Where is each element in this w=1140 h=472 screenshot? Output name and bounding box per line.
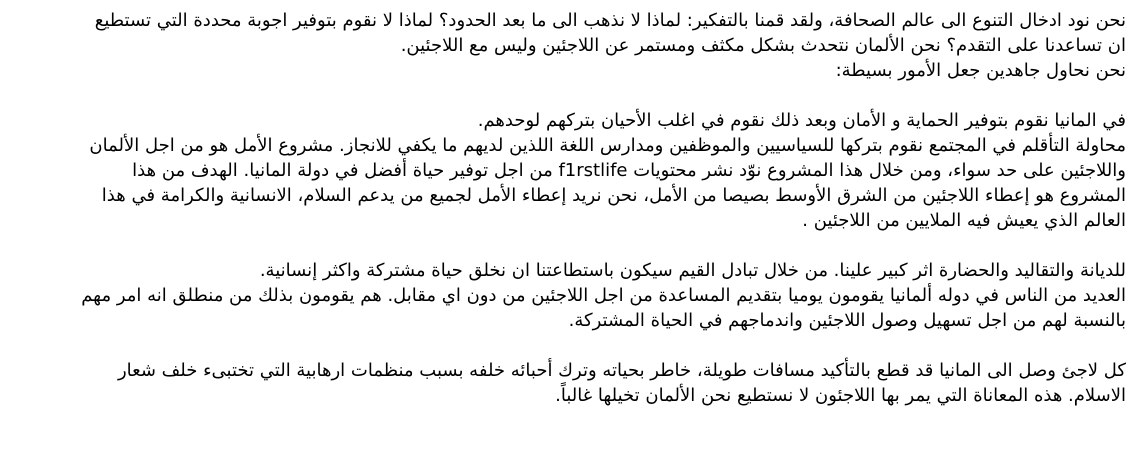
text-line: الاسلام. هذه المعاناة التي يمر بها اللاجئون لا نستطيع نحن الألمان تخيلها غالباً. (555, 385, 1126, 406)
paragraph-intro (14, 8, 1126, 83)
text-line-with-brand: واللاجئين على حد سواء، ومن خلال هذا المشروع نوّد نشر محتويات f1rstlife من اجل توفير حياة أفضل في دولة المانيا. الهدف من هذا (132, 160, 1126, 181)
text-line: المشروع هو إعطاء اللاجئين من الشرق الأوسط بصيصا من الأمل، نحن نريد إعطاء الأمل لجميع من يدعم السلام، الانسانية والكرامة في هذا (101, 185, 1126, 206)
text-line: في المانيا نقوم بتوفير الحماية و الأمان وبعد ذلك نقوم في اغلب الأحيان بتركهم لوحدهم. (477, 110, 1126, 131)
text-line: نحن نحاول جاهدين جعل الأمور بسيطة: (835, 60, 1126, 81)
text-line: محاولة التأقلم في المجتمع نقوم بتركها للسياسيين والموظفين ومدارس اللغة اللذين لديهم ما يكفي للانجاز. مشروع الأمل هو من اجل الألمان (89, 135, 1126, 156)
text-line: ان تساعدنا على التقدم؟ نحن الألمان نتحدث بشكل مكثف ومستمر عن اللاجئين وليس مع اللاجئين. (400, 35, 1126, 56)
paragraph-refugees (14, 358, 1126, 408)
text-line: بالنسبة لهم من اجل تسهيل وصول اللاجئين واندماجهم في الحياة المشتركة. (568, 310, 1126, 331)
document-body (14, 8, 1126, 433)
paragraph-values (14, 258, 1126, 333)
text-line: نحن نود ادخال التنوع الى عالم الصحافة، ولقد قمنا بالتفكير: لماذا لا نذهب الى ما بعد الحدود؟ لماذا لا نقوم بتوفير اجوبة محددة التي تستطيع (94, 10, 1126, 31)
text-line: كل لاجئ وصل الى المانيا قد قطع بالتأكيد مسافات طويلة، خاطر بحياته وترك أحبائه خلفه بسبب منظمات ارهابية التي تختبىء خلف شعار (117, 360, 1126, 381)
text-line: العالم الذي يعيش فيه الملايين من اللاجئين . (802, 210, 1126, 231)
paragraph-project (14, 108, 1126, 233)
text-line: للديانة والتقاليد والحضارة اثر كبير علينا. من خلال تبادل القيم سيكون باستطاعتنا ان نخلق حياة مشتركة واكثر إنسانية. (259, 260, 1126, 281)
text-line: العديد من الناس في دوله ألمانيا يقومون يوميا بتقديم المساعدة من اجل اللاجئين من دون اي مقابل. هم يقومون بذلك من منطلق انه امر مهم (81, 285, 1126, 306)
